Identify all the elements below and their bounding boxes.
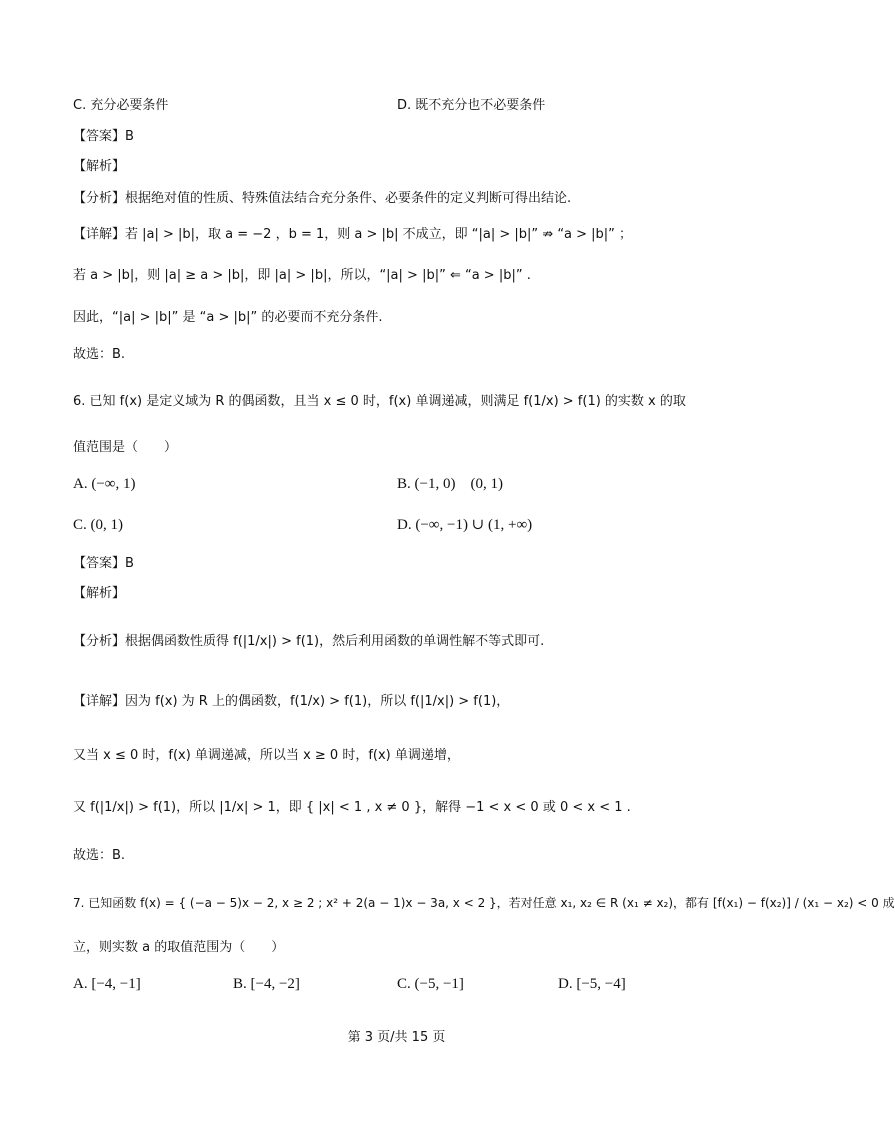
- q5-fenxi: 【分析】根据绝对值的性质、特殊值法结合充分条件、必要条件的定义判断可得出结论.: [73, 191, 572, 206]
- q7-option-b: B. [−4, −2]: [233, 976, 300, 992]
- q6-stem-line-2: 值范围是（ ）: [73, 440, 178, 455]
- q6-option-d: D. (−∞, −1) ∪ (1, +∞): [397, 517, 533, 533]
- q5-answer: 【答案】B: [73, 129, 134, 144]
- q5-detail-3: 因此，“|a| > |b|” 是 “a > |b|” 的必要而不充分条件.: [73, 310, 383, 325]
- q6-fenxi: 【分析】根据偶函数性质得 f(|1/x|) > f(1)，然后利用函数的单调性解不等式即可.: [73, 634, 545, 649]
- q7-stem-line-2: 立，则实数 a 的取值范围为（ ）: [73, 940, 285, 955]
- q6-detail-2: 又当 x ≤ 0 时，f(x) 单调递减，所以当 x ≥ 0 时，f(x) 单调递增，: [73, 748, 460, 763]
- q6-detail-3: 又 f(|1/x|) > f(1)，所以 |1/x| > 1，即 { |x| < 1 , x ≠ 0 }，解得 −1 < x < 0 或 0 < x < 1 .: [73, 800, 631, 815]
- q7-option-c: C. (−5, −1]: [397, 976, 464, 992]
- q6-answer: 【答案】B: [73, 556, 134, 571]
- q6-detail-1: 【详解】因为 f(x) 为 R 上的偶函数，f(1/x) > f(1)，所以 f(|1/x|) > f(1)，: [73, 694, 510, 709]
- q5-detail-1: 【详解】若 |a| > |b|，取 a = −2 ，b = 1，则 a > |b| 不成立，即 “|a| > |b|” ⇏ “a > |b|” ；: [73, 227, 633, 242]
- q5-option-d: D. 既不充分也不必要条件: [397, 98, 546, 113]
- q6-option-b: B. (−1, 0) (0, 1): [397, 476, 503, 492]
- q5-detail-2: 若 a > |b|，则 |a| ≥ a > |b|，即 |a| > |b|，所以，“|a| > |b|” ⇐ “a > |b|” .: [73, 268, 531, 283]
- q6-option-a: A. (−∞, 1): [73, 476, 136, 492]
- q6-choose: 故选：B.: [73, 848, 126, 863]
- q6-stem-line-1: 6. 已知 f(x) 是定义域为 R 的偶函数，且当 x ≤ 0 时，f(x) 单调递减，则满足 f(1/x) > f(1) 的实数 x 的取: [73, 394, 686, 409]
- q7-option-d: D. [−5, −4]: [558, 976, 626, 992]
- page-footer: 第 3 页/共 15 页: [347, 1030, 446, 1045]
- q5-choose: 故选：B.: [73, 347, 126, 362]
- q5-analysis-tag: 【解析】: [73, 159, 126, 174]
- q7-option-a: A. [−4, −1]: [73, 976, 141, 992]
- q5-option-c: C. 充分必要条件: [73, 98, 169, 113]
- q7-stem-line-1: 7. 已知函数 f(x) = { (−a − 5)x − 2, x ≥ 2 ; x² + 2(a − 1)x − 3a, x < 2 }，若对任意 x₁, x₂ ∈ R (x₁ ≠ x₂)，都有 [f(x₁) − f(x₂)] / (x₁ − x₂) < 0 成: [73, 896, 895, 910]
- q6-option-c: C. (0, 1): [73, 517, 123, 533]
- q6-analysis-tag: 【解析】: [73, 586, 126, 601]
